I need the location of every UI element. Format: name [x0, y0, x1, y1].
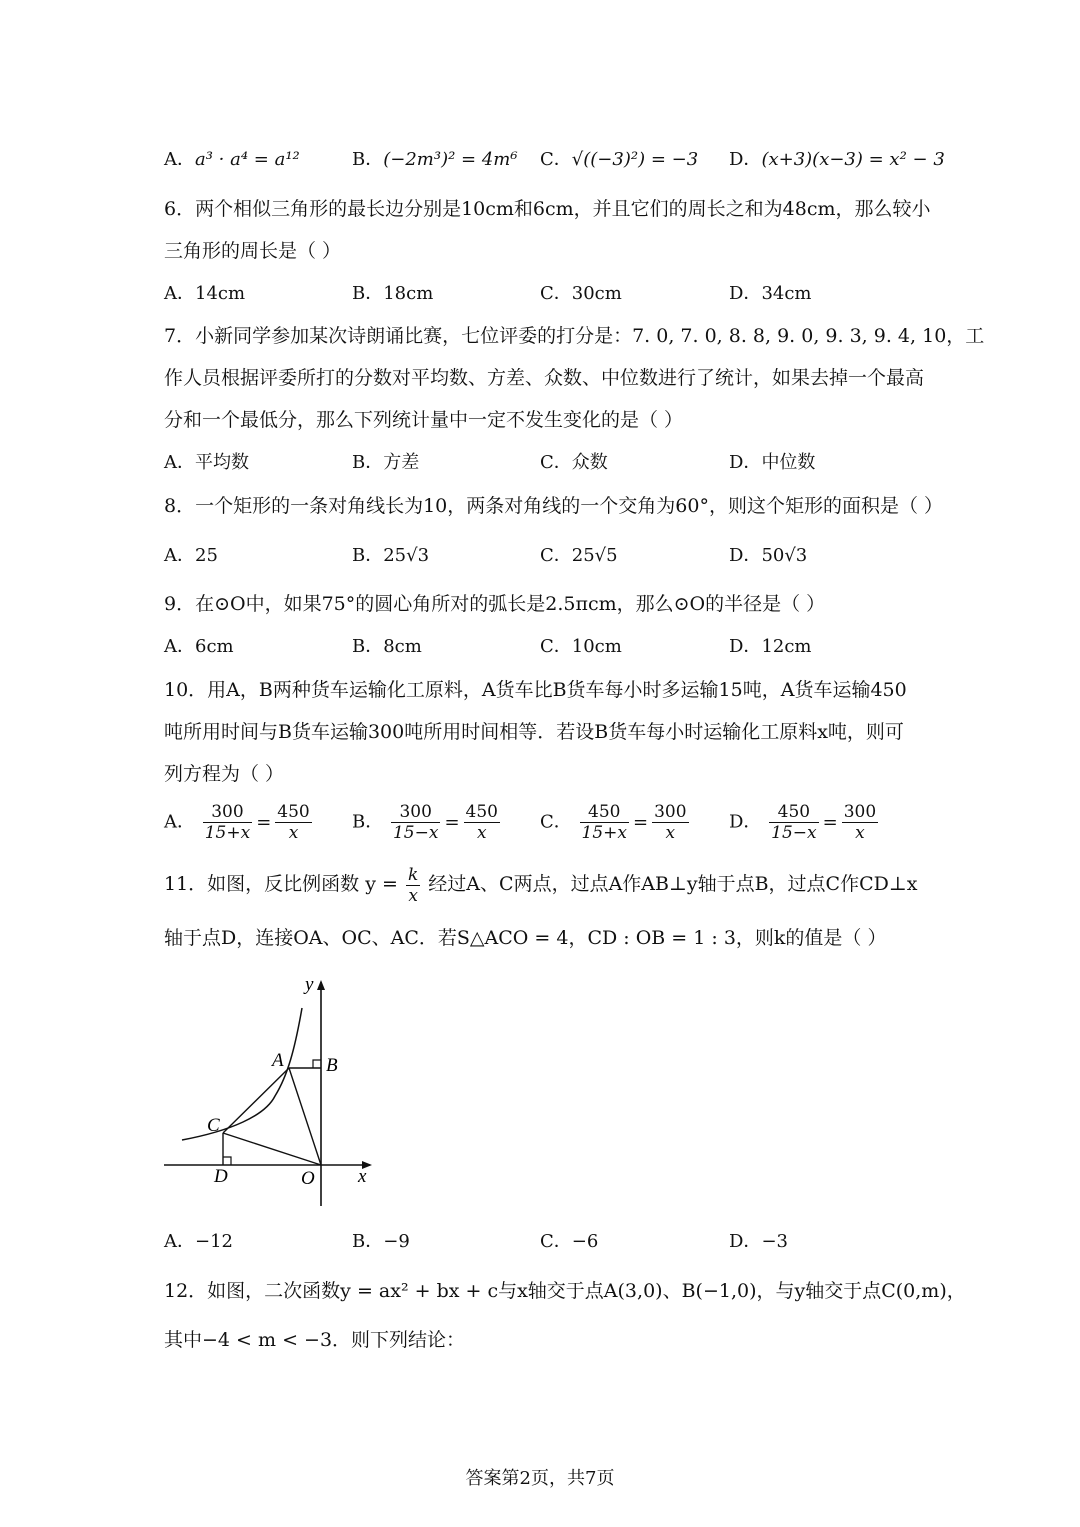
q7-line-1: 7．小新同学参加某次诗朗诵比赛，七位评委的打分是：7. 0, 7. 0, 8. 8, 9. 0, 9. 3, 9. 4, 10，工	[164, 325, 985, 347]
q6-option-a: A．14cm	[164, 283, 246, 304]
label-o: O	[301, 1168, 315, 1189]
q9-option-a: A．6cm	[164, 636, 234, 657]
q10-line-3: 列方程为（ ）	[164, 763, 285, 785]
q9-line-1: 9．在⊙O中，如果75°的圆心角所对的弧长是2.5πcm，那么⊙O的半径是（ ）	[164, 593, 826, 615]
q12-line-1: 12．如图，二次函数y = ax² + bx + c与x轴交于点A(3,0)、B(−1,0)，与y轴交于点C(0,m)，	[164, 1280, 966, 1302]
q7-option-d: D．中位数	[729, 452, 816, 473]
q10-option-a: A． $\frac{300}{15+x}$ = $\frac{450}{x}$	[164, 802, 310, 843]
label-x: x	[358, 1166, 367, 1187]
label-d: D	[214, 1166, 228, 1187]
q9-option-c: C．10cm	[540, 636, 622, 657]
segment-oc	[223, 1133, 321, 1165]
q7-option-c: C．众数	[540, 452, 608, 473]
page-footer: 答案第2页，共7页	[465, 1468, 615, 1489]
segment-oa	[289, 1068, 321, 1165]
q11-option-a: A．−12	[164, 1231, 233, 1252]
right-angle-b	[313, 1060, 321, 1068]
q7-line-3: 分和一个最低分，那么下列统计量中一定不发生变化的是（ ）	[164, 409, 684, 431]
q11-option-b: B．−9	[352, 1231, 410, 1252]
q11-figure	[150, 968, 390, 1218]
q7-option-a: A．平均数	[164, 452, 249, 473]
q6-option-d: D．34cm	[729, 283, 812, 304]
q8-option-a: A．25	[164, 545, 218, 566]
q6-option-b: B．18cm	[352, 283, 434, 304]
q11-line-2: 轴于点D，连接OA、OC、AC．若S△ACO = 4，CD : OB = 1 : 3，则k的值是（ ）	[164, 927, 887, 949]
hyperbola-curve	[182, 1008, 302, 1140]
label-y: y	[305, 974, 314, 995]
q5-option-d: D．(x+3)(x−3) = x² − 3	[729, 149, 945, 170]
q5-option-c: C．√((−3)²) = −3	[540, 149, 699, 170]
q8-line-1: 8．一个矩形的一条对角线长为10，两条对角线的一个交角为60°，则这个矩形的面积是（ ）	[164, 495, 943, 517]
q10-line-1: 10．用A，B两种货车运输化工原料，A货车比B货车每小时多运输15吨，A货车运输450	[164, 679, 907, 701]
q10-option-b: B． $\frac{300}{15-x}$ = $\frac{450}{x}$	[352, 802, 498, 843]
q8-option-c: C．25√5	[540, 545, 618, 566]
q7-line-2: 作人员根据评委所打的分数对平均数、方差、众数、中位数进行了统计，如果去掉一个最高	[164, 367, 925, 389]
q6-line-2: 三角形的周长是（ ）	[164, 240, 342, 262]
q8-option-b: B．25√3	[352, 545, 430, 566]
q8-option-d: D．50√3	[729, 545, 808, 566]
q7-option-b: B．方差	[352, 452, 420, 473]
q6-option-c: C．30cm	[540, 283, 622, 304]
right-angle-d	[223, 1157, 231, 1165]
segment-ac	[223, 1068, 289, 1133]
label-a: A	[272, 1050, 284, 1071]
q9-option-b: B．8cm	[352, 636, 422, 657]
q11-option-c: C．−6	[540, 1231, 599, 1252]
q11-line-1: 11．如图，反比例函数 y = $\frac{k}{x}$ 经过A、C两点，过点A作AB⊥y轴于点B，过点C作CD⊥x	[164, 864, 918, 906]
q12-line-2: 其中−4 < m < −3．则下列结论：	[164, 1329, 466, 1351]
q6-line-1: 6．两个相似三角形的最长边分别是10cm和6cm，并且它们的周长之和为48cm，那么较小	[164, 198, 931, 220]
label-c: C	[207, 1115, 220, 1136]
q9-option-d: D．12cm	[729, 636, 812, 657]
q10-option-c: C． $\frac{450}{15+x}$ = $\frac{300}{x}$	[540, 802, 687, 843]
q11-option-d: D．−3	[729, 1231, 788, 1252]
q10-line-2: 吨所用时间与B货车运输300吨所用时间相等．若设B货车每小时运输化工原料x吨，则可	[164, 721, 904, 743]
q10-option-d: D． $\frac{450}{15-x}$ = $\frac{300}{x}$	[729, 802, 877, 843]
y-axis-arrow	[317, 980, 325, 990]
label-b: B	[326, 1055, 338, 1076]
q5-option-b: B．(−2m³)² = 4m⁶	[352, 149, 518, 170]
q5-option-a: A．a³ · a⁴ = a¹²	[164, 149, 300, 170]
